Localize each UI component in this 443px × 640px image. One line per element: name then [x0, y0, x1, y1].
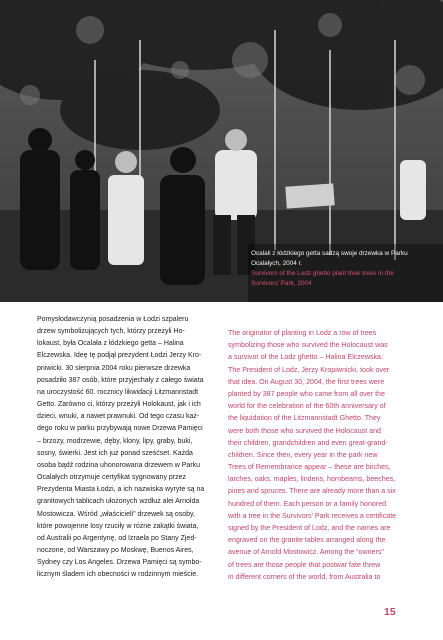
caption-polish-line: Ocalałych, 2004 r. [251, 260, 303, 267]
text-line: Pomysłodawczynią posadzenia w Łodzi szpaleru [37, 316, 189, 323]
text-line: osoba bądź rodzina uhonorowana drzewem w Parku [37, 461, 201, 469]
text-line: dego roku w parku przybywają nowe Drzewa Pamięci [37, 425, 203, 433]
text-line: planted by 387 people who came from all over the [228, 389, 385, 398]
text-line: noczone, od Warszawy po Moskwę, Buenos Aires, [37, 546, 194, 554]
text-line: – brzozy, modrzewie, dęby, klony, lipy, graby, buki, [37, 437, 193, 445]
text-line: granitowych tablicach ułożonych wzdłuż alei Arnolda [37, 498, 200, 506]
text-line: Ocalałych otrzymuje certyfikat sygnowany przez [37, 474, 186, 482]
text-line: licznym śladem ich obecności w rodzinnym mieście. [37, 571, 199, 579]
polish-text-column [37, 314, 227, 581]
text-line: a survivor of the Lodz ghetto – Halina Elczewska. [228, 353, 383, 362]
english-text-column [228, 327, 412, 583]
text-line: The President of Lodz, Jerzy Kropiwnicki, took over [228, 365, 390, 374]
text-line: pniwicki. 30 sierpnia 2004 roku pierwsze drzewka [37, 364, 191, 372]
text-line: Sydney czy Los Angeles. Drzewa Pamięci są symbo- [37, 559, 202, 567]
text-line: avenue of Arnold Mostowicz. Among the “owners" [228, 548, 384, 557]
text-line: that idea. On August 30, 2004, the first trees were [228, 377, 385, 386]
caption-english-line: Survivors' Park, 2004 [251, 280, 312, 287]
text-line: na uroczystość 60. rocznicy likwidacji Litzmannstadt [37, 388, 199, 396]
page-number: 15 [384, 606, 396, 618]
text-line: lokaust, była Ocalała z łódzkiego getta – Halina [37, 340, 184, 348]
text-line: The originator of planting in Lodz a row of trees [228, 329, 377, 337]
caption-english-line: Survivors of the Lodz ghetto plant their trees in the [251, 270, 394, 277]
text-line: their children, grandchildren and even great-grand- [228, 438, 388, 447]
text-line: were both those who survived the Holocaust and [228, 426, 382, 435]
text-line: które powojenne losy rzuciły w różne zakątki świata, [37, 522, 199, 530]
caption-polish-line: Ocalali z łódzkiego getta sadzą swoje drzewka w Parku [251, 250, 408, 257]
text-line: of trees are those people that postwar fate threw [228, 560, 381, 569]
text-line: Mostowicza. Wśród „właścicieli" drzewek są osoby, [37, 510, 195, 518]
text-line: Prezydenta Miasta Łodzi, a ich nazwiska wyryte są na [37, 486, 205, 494]
text-line: Elczewska. Ideę tę podjął prezydent Łodzi Jerzy Kro- [37, 352, 202, 360]
text-line: dzieci, wnuki, a nawet prawnuki. Od tego czasu każ- [37, 413, 200, 421]
text-line: posadziło 387 osób, które przyjechały z całego świata [37, 376, 204, 384]
text-line: larches, oaks, maples, lindens, hornbeams, beeches, [228, 475, 396, 484]
text-line: symbolizing those who survived the Holocaust was [228, 341, 388, 350]
text-line: Trees of Remembrance appear – these are birches, [228, 463, 391, 472]
text-line: od Australii po Argentynę, od Izraela po Stany Zjed- [37, 534, 197, 542]
text-line: drzew symbolizujących tych, którzy przeżyli Ho- [37, 328, 185, 336]
text-line: with a tree in the Survivors' Park receives a certificate [228, 511, 397, 520]
text-line: signed by the President of Lodz, and the names are [228, 524, 391, 532]
text-line: the liquidation of the Litzmannstadt Ghetto. They [228, 414, 381, 423]
text-line: engraved on the granite tables arranged along the [228, 536, 386, 545]
photo-caption [251, 249, 439, 289]
text-line: in different corners of the world, from Australia to [228, 572, 381, 581]
text-line: world for the celebration of the 60th anniversary of [228, 402, 386, 411]
text-line: hundred of them. Each person or a family honored [228, 499, 387, 508]
text-line: Getto. Zarówno ci, którzy przeżyli Holokaust, jak i ich [37, 401, 201, 409]
text-line: sosny, świerki. Jest ich już ponad sześćset. Każda [37, 449, 193, 457]
text-line: pines and spruces. There are already more than a six [228, 487, 396, 496]
text-line: children. Since then, every year in the park new [228, 450, 378, 459]
